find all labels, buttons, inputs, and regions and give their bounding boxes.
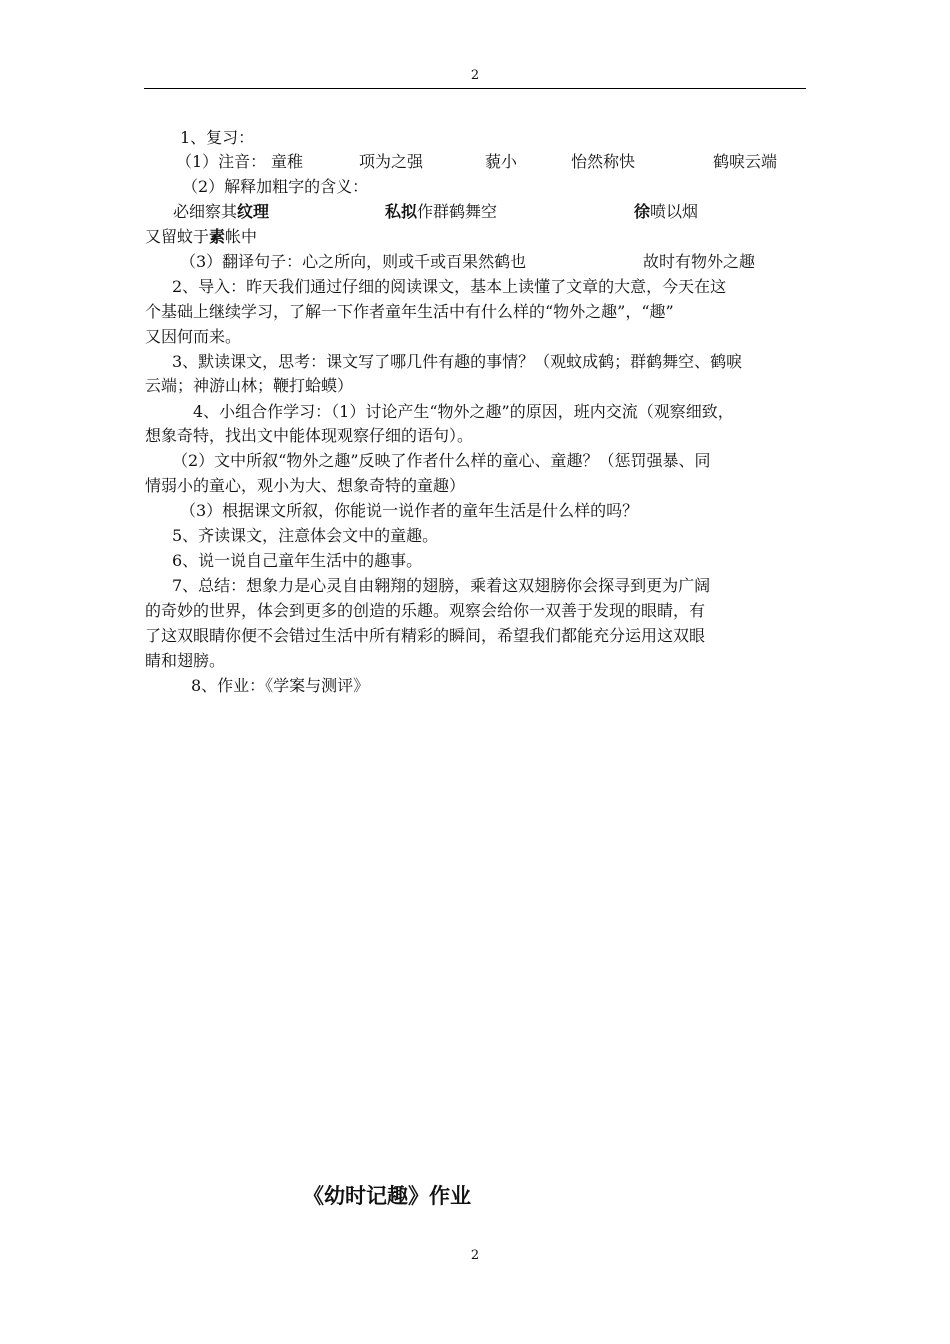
question-3: （3）根据课文所叙，你能说一说作者的童年生活是什么样的吗？ — [180, 501, 639, 520]
summary-line: 睛和翅膀。 — [145, 651, 226, 670]
summary-line: 的奇妙的世界，体会到更多的创造的乐趣。观察会给你一双善于发现的眼睛，有 — [145, 601, 706, 620]
bold-word: 徐 — [634, 202, 651, 221]
translate-sentence-2: 故时有物外之趣 — [643, 252, 756, 271]
pinyin-label: （1）注音： — [176, 152, 267, 171]
question-2-line: （2）文中所叙“物外之趣”反映了作者什么样的童心、童趣？（惩罚强暴、同 — [172, 451, 711, 470]
bold-word: 纹理 — [237, 202, 270, 221]
explain-item-b: 私拟作群鹤舞空 — [385, 202, 498, 221]
step-5: 5、齐读课文，注意体会文中的童趣。 — [172, 526, 439, 545]
bold-word: 私拟 — [385, 202, 418, 221]
pinyin-item: 童稚 — [271, 152, 304, 171]
bold-word: 素 — [209, 227, 226, 246]
silent-read-line: 3、默读课文，思考：课文写了哪几件有趣的事情？（观蚊成鹤；群鹤舞空、鹤唳 — [172, 352, 743, 371]
summary-line: 7、总结：想象力是心灵自由翱翔的翅膀，乘着这双翅膀你会探寻到更为广阔 — [172, 576, 711, 595]
pinyin-item: 藐小 — [485, 152, 518, 171]
pinyin-item: 怡然称快 — [571, 152, 636, 171]
intro-line: 个基础上继续学习，了解一下作者童年生活中有什么样的“物外之趣”，“趣” — [145, 302, 674, 321]
footer-page-number: 2 — [470, 1248, 480, 1263]
group-work-line: 4、小组合作学习：（1）讨论产生“物外之趣”的原因，班内交流（观察细致， — [193, 402, 734, 421]
pinyin-item: 鹤唳云端 — [713, 152, 778, 171]
question-2-line: 情弱小的童心，观小为大、想象奇特的童趣） — [145, 476, 466, 495]
intro-line: 2、导入：昨天我们通过仔细的阅读课文，基本上读懂了文章的大意，今天在这 — [172, 277, 727, 296]
group-work-line: 想象奇特，找出文中能体现观察仔细的语句）。 — [145, 426, 474, 445]
pinyin-item: 项为之强 — [359, 152, 424, 171]
explain-item-a: 必细察其纹理 — [173, 202, 270, 221]
translate-sentence-1: （3）翻译句子：心之所向，则或千或百果然鹤也 — [180, 252, 527, 271]
header-rule — [144, 88, 806, 89]
review-heading: 1、复习： — [180, 128, 255, 147]
summary-line: 了这双眼睛你便不会错过生活中所有精彩的瞬间，希望我们都能充分运用这双眼 — [145, 626, 706, 645]
header-page-number: 2 — [470, 68, 480, 83]
homework: 8、作业：《学案与测评》 — [191, 676, 370, 695]
explain-heading: （2）解释加粗字的含义： — [182, 177, 369, 196]
explain-item-c: 徐喷以烟 — [634, 202, 699, 221]
intro-line: 又因何而来。 — [145, 327, 242, 346]
silent-read-line: 云端；神游山林；鞭打蛤蟆） — [145, 376, 354, 395]
explain-item-d: 又留蚊于素帐中 — [145, 227, 258, 246]
step-6: 6、说一说自己童年生活中的趣事。 — [172, 551, 423, 570]
homework-title: 《幼时记趣》作业 — [303, 1184, 471, 1208]
